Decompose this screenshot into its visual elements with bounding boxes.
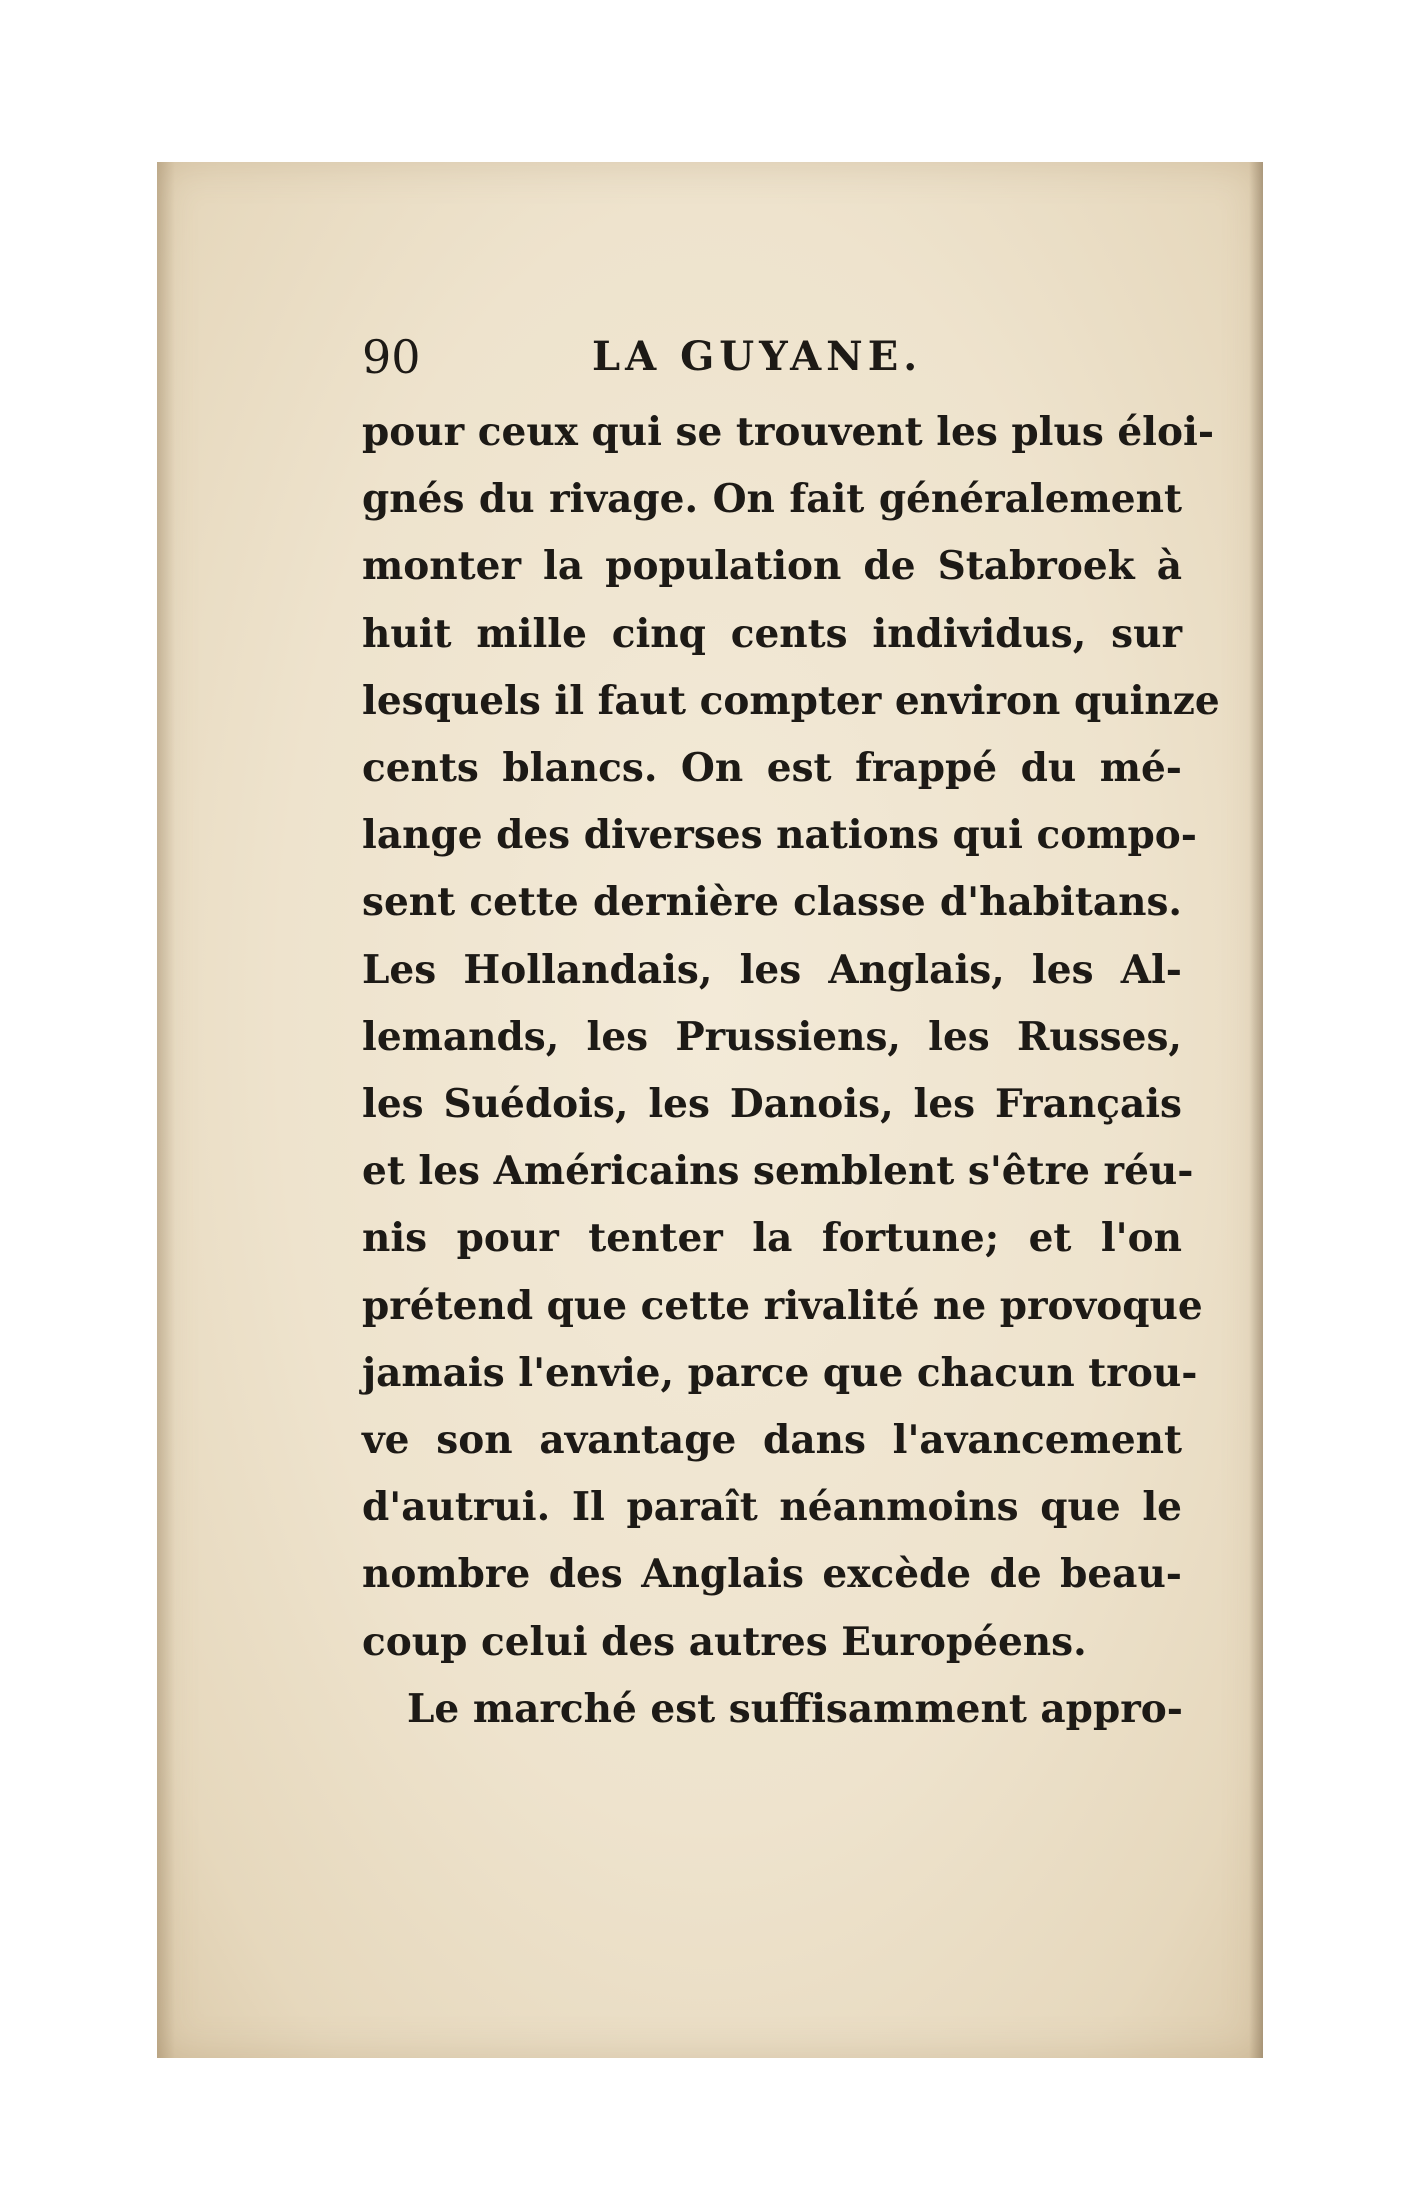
text-line: huit mille cinq cents individus, sur xyxy=(362,610,1182,657)
text-line: pour ceux qui se trouvent les plus éloi- xyxy=(362,409,1215,455)
text-line: cents blancs. On est frappé du mé- xyxy=(362,745,1182,792)
text-line: nis pour tenter la fortune; et l'on xyxy=(362,1215,1182,1262)
text-line: nombre des Anglais excède de beau- xyxy=(362,1551,1182,1598)
text-line: monter la population de Stabroek à xyxy=(362,543,1182,590)
page-number: 90 xyxy=(362,330,421,384)
paragraph-2 xyxy=(362,1676,1182,1743)
text-line: ve son avantage dans l'avancement xyxy=(362,1417,1182,1464)
text-line: coup celui des autres Européens. xyxy=(362,1618,1087,1665)
text-line: et les Américains semblent s'être réu- xyxy=(362,1148,1194,1195)
text-line: sent cette dernière classe d'habitans. xyxy=(362,879,1182,926)
body-text xyxy=(362,399,1220,1743)
text-line: Le marché est suffisamment appro- xyxy=(407,1685,1183,1732)
text-line: les Suédois, les Danois, les Français xyxy=(362,1081,1182,1128)
text-line: prétend que cette rivalité ne provoque xyxy=(362,1282,1203,1329)
text-line: d'autrui. Il paraît néanmoins que le xyxy=(362,1484,1182,1531)
running-title: LA GUYANE. xyxy=(592,333,923,380)
scanned-page xyxy=(157,162,1263,2058)
paragraph-1 xyxy=(362,399,1220,1676)
running-header xyxy=(362,327,1142,387)
text-line: jamais l'envie, parce que chacun trou- xyxy=(362,1349,1198,1396)
text-line: lesquels il faut compter environ quinze xyxy=(362,677,1220,724)
text-line: Les Hollandais, les Anglais, les Al- xyxy=(362,946,1182,993)
text-line: lange des diverses nations qui compo- xyxy=(362,812,1197,859)
text-line: lemands, les Prussiens, les Russes, xyxy=(362,1013,1182,1060)
text-line: gnés du rivage. On fait généralement xyxy=(362,476,1182,523)
